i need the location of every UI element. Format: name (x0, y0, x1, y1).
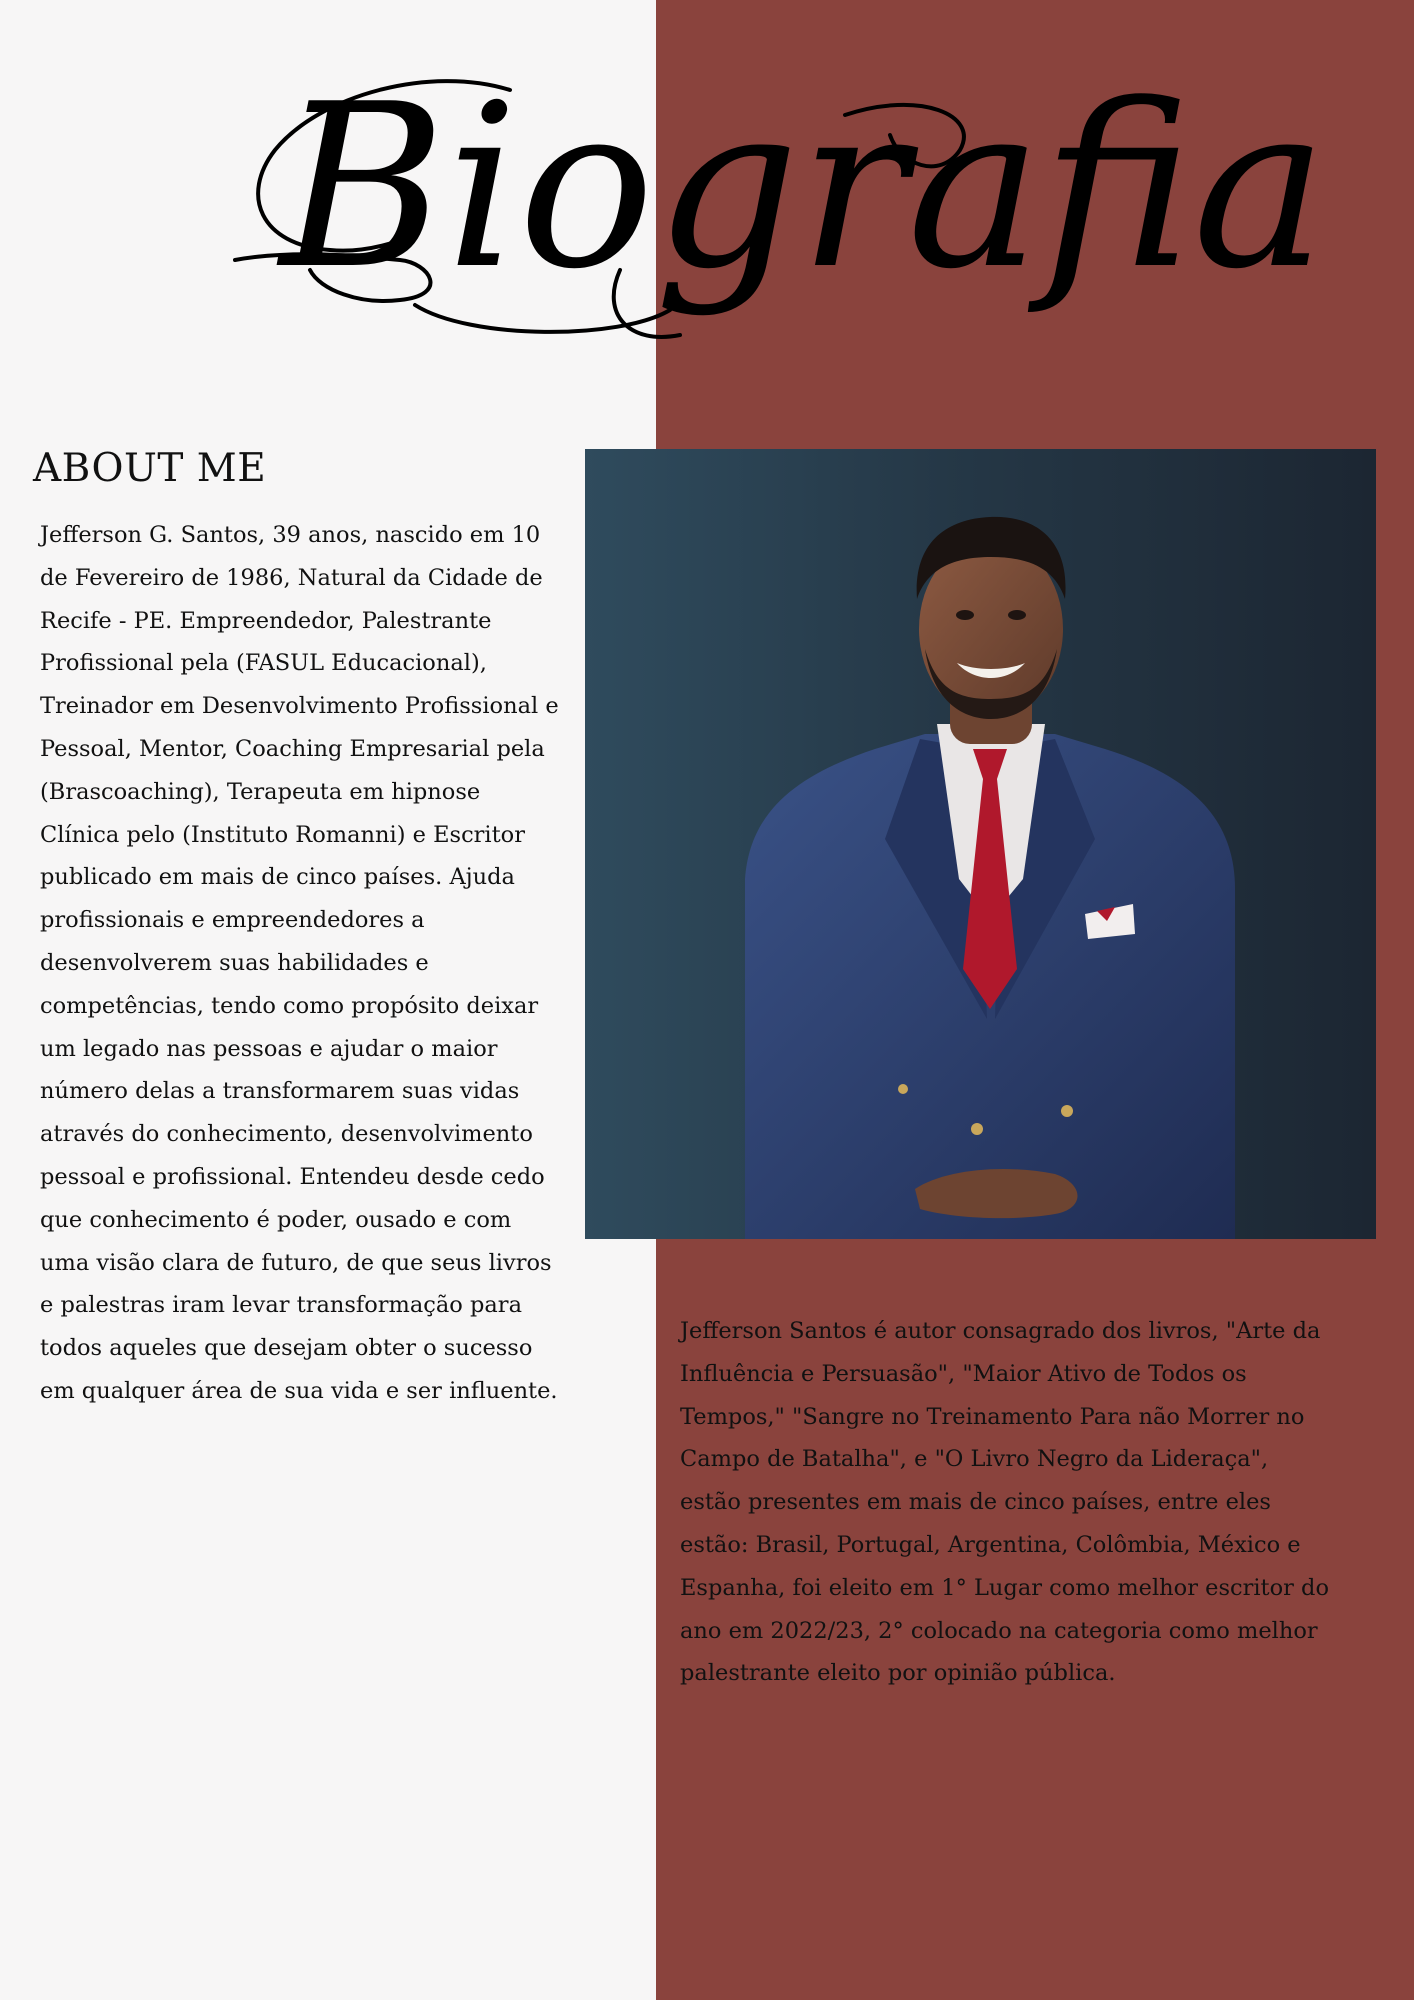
button-1 (971, 1123, 983, 1135)
portrait-photo (585, 449, 1376, 1239)
title-text: Biografia (280, 56, 1328, 319)
left-eye (956, 610, 974, 620)
portrait-illustration (585, 449, 1376, 1239)
button-3 (898, 1084, 908, 1094)
right-eye (1008, 610, 1026, 620)
about-paragraph: Jefferson G. Santos, 39 anos, nascido em 10 de Fevereiro de 1986, Natural da Cidade de Recife - PE. Empreendedor, Palestrante Profissional pela (FASUL Educacional), Treinador em Desenvolvimento Profissional e Pessoal, Mentor, Coaching Empresarial pela (Brascoaching), Terapeuta em hipnose Clínica pelo (Instituto Romanni) e Escritor publicado em mais de cinco países. Ajuda profissionais e empreendedores a desenvolverem suas habilidades e competências, tendo como propósito deixar um legado nas pessoas e ajudar o maior número delas a transformarem suas vidas através do conhecimento, desenvolvimento pessoal e profissional. Entendeu desde cedo que conhecimento é poder, ousado e com uma visão clara de futuro, de que seus livros e palestras iram levar transformação para todos aqueles que desejam obter o sucesso em qualquer área de sua vida e ser influente. (40, 522, 559, 1404)
title-script (200, 55, 1328, 355)
button-2 (1061, 1105, 1073, 1117)
page-title (200, 55, 1328, 355)
about-heading: ABOUT ME (33, 446, 267, 491)
books-paragraph: Jefferson Santos é autor consagrado dos livros, "Arte da Influência e Persuasão", "Maior Ativo de Todos os Tempos," "Sangre no Treinamento Para não Morrer no Campo de Batalha", e "O Livro Negro da Lideraça", estão presentes em mais de cinco países, entre eles estão: Brasil, Portugal, Argentina, Colômbia, México e Espanha, foi eleito em 1° Lugar como melhor escritor do ano em 2022/23, 2° colocado na categoria como melhor palestrante eleito por opinião pública. (680, 1318, 1329, 1687)
